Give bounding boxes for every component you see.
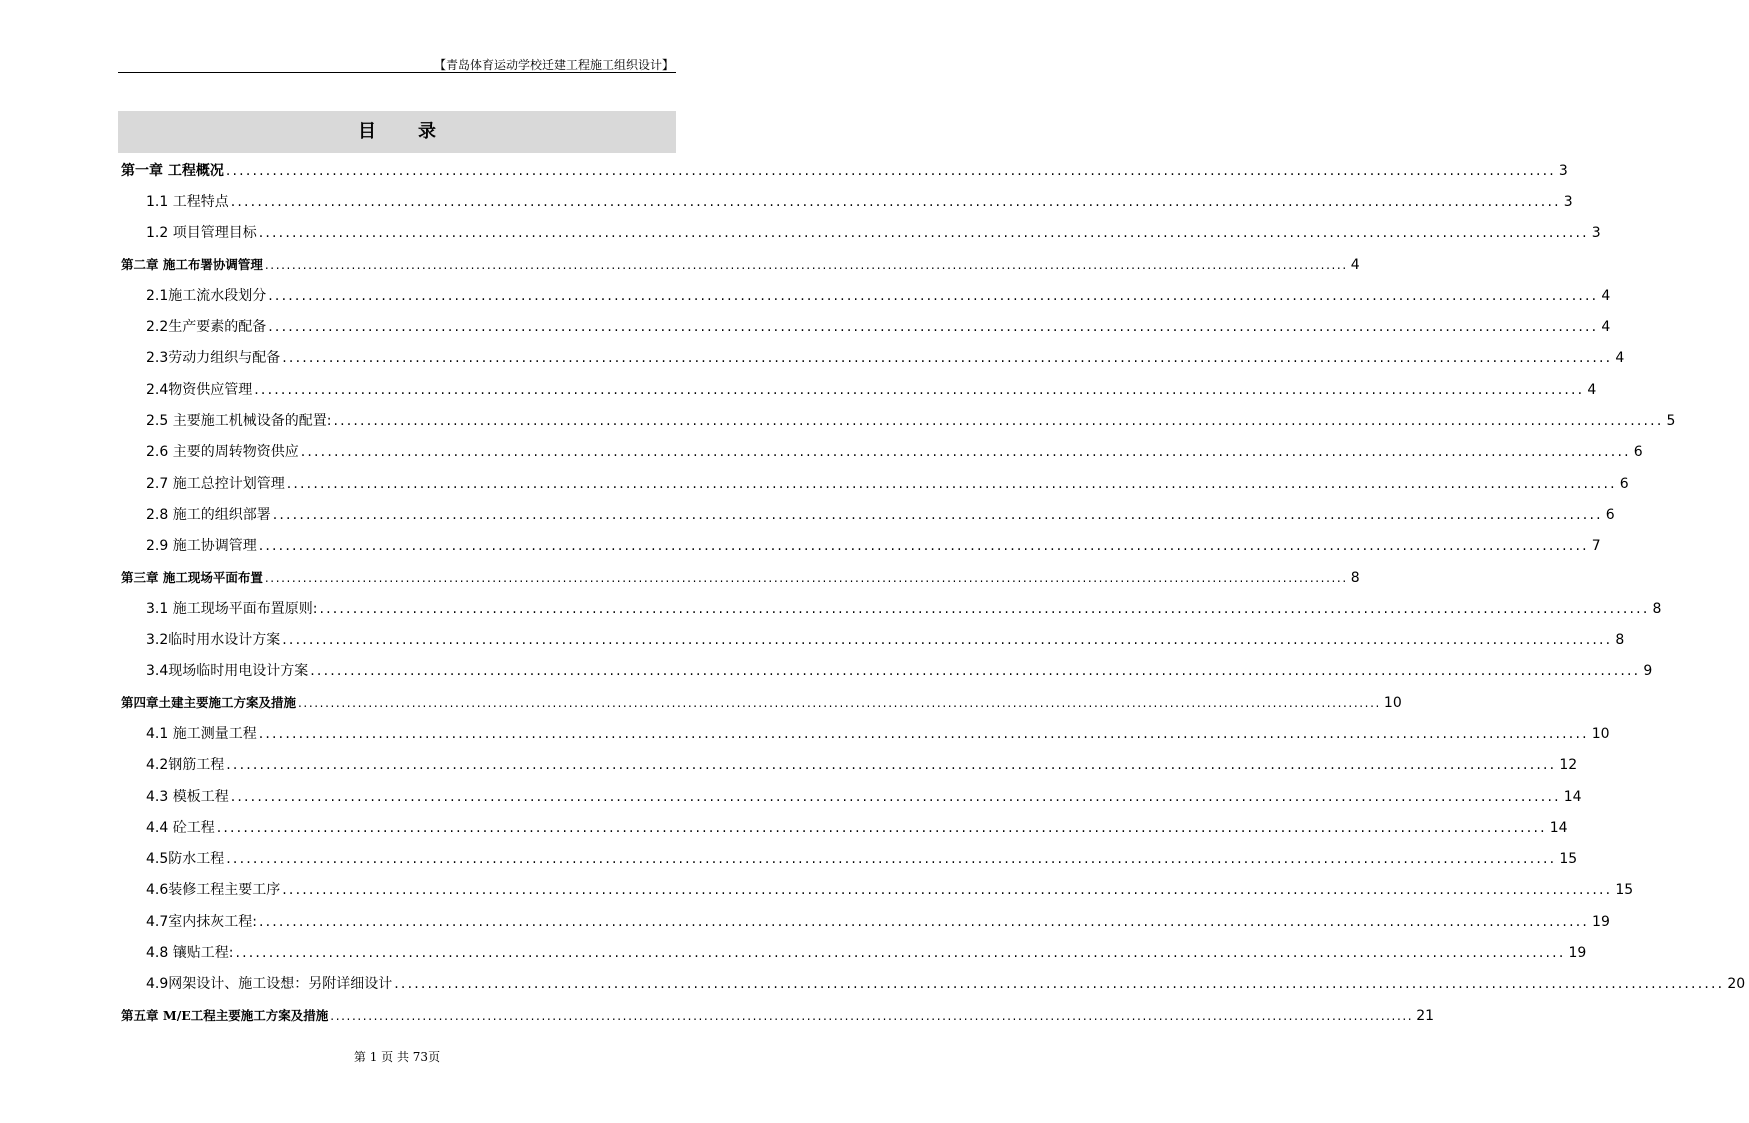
toc-entry-page: 15 — [1615, 882, 1634, 899]
toc-entry-label: 3.2临时用水设计方案 — [146, 632, 281, 649]
toc-section-entry[interactable] — [118, 405, 1676, 436]
toc-entry-label: 4.3 模板工程 — [146, 788, 229, 805]
toc-dot-leader: ........................................................................................................................................................................................................ — [286, 475, 1617, 492]
toc-chapter-entry[interactable] — [118, 687, 1402, 718]
toc-entry-page: 4 — [1601, 287, 1611, 304]
toc-section-entry[interactable] — [118, 437, 1643, 468]
toc-section-entry[interactable] — [118, 937, 1587, 968]
toc-section-entry[interactable] — [118, 499, 1615, 530]
toc-entry-page: 4 — [1615, 350, 1625, 367]
toc-entry-label: 4.7室内抹灰工程: — [146, 913, 257, 930]
toc-entry-page: 8 — [1615, 632, 1625, 649]
toc-entry-label: 2.2生产要素的配备 — [146, 319, 267, 336]
toc-dot-leader: ........................................................................................................................................................................................................ — [333, 413, 1664, 430]
toc-entry-page: 15 — [1559, 851, 1578, 868]
toc-dot-leader: ........................................................................................................................................................................................................ — [258, 225, 1589, 242]
toc-entry-label: 4.1 施工测量工程 — [146, 725, 257, 742]
toc-section-entry[interactable] — [118, 875, 1634, 906]
toc-chapter-entry[interactable] — [118, 1000, 1435, 1031]
page-footer: 第 1 页 共 73页 — [353, 1050, 441, 1064]
toc-section-entry[interactable] — [118, 311, 1611, 342]
toc-entry-page: 8 — [1652, 600, 1662, 617]
toc-entry-page: 20 — [1727, 976, 1746, 993]
toc-dot-leader: ........................................................................................................................................................................................................ — [235, 945, 1566, 962]
header-title: 【青岛体育运动学校迁建工程施工组织设计】 — [433, 58, 674, 72]
toc-section-entry[interactable] — [118, 844, 1578, 875]
toc-entry-page: 6 — [1619, 475, 1629, 492]
toc-entry-label: 2.5 主要施工机械设备的配置: — [146, 413, 332, 430]
toc-entry-label: 第一章 工程概况 — [121, 162, 224, 179]
toc-entry-page: 21 — [1416, 1007, 1435, 1024]
table-of-contents — [118, 155, 1746, 1031]
toc-dot-leader: ........................................................................................................................................................................................................ — [319, 600, 1650, 617]
toc-entry-label: 3.4现场临时用电设计方案 — [146, 663, 309, 680]
toc-section-entry[interactable] — [118, 750, 1578, 781]
toc-section-entry[interactable] — [118, 218, 1601, 249]
toc-dot-leader: ........................................................................................................................................................................................................ — [254, 381, 1585, 398]
toc-entry-label: 第五章 M/E工程主要施工方案及措施 — [121, 1007, 329, 1023]
toc-dot-leader: ........................................................................................................................................................................................................ — [264, 257, 1348, 272]
toc-dot-leader: ........................................................................................................................................................................................................ — [264, 570, 1348, 585]
toc-section-entry[interactable] — [118, 906, 1610, 937]
toc-entry-page: 3 — [1563, 193, 1573, 210]
toc-chapter-entry[interactable] — [118, 155, 1568, 186]
toc-section-entry[interactable] — [118, 656, 1653, 687]
toc-entry-page: 10 — [1383, 694, 1402, 711]
toc-dot-leader: ........................................................................................................................................................................................................ — [226, 757, 1557, 774]
toc-dot-leader: ........................................................................................................................................................................................................ — [230, 193, 1561, 210]
toc-entry-page: 19 — [1568, 945, 1587, 962]
toc-entry-label: 第二章 施工布署协调管理 — [121, 256, 263, 272]
toc-section-entry[interactable] — [118, 718, 1610, 749]
toc-entry-page: 9 — [1643, 663, 1653, 680]
toc-dot-leader: ........................................................................................................................................................................................................ — [258, 725, 1589, 742]
toc-dot-leader: ........................................................................................................................................................................................................ — [272, 506, 1603, 523]
toc-entry-label: 2.6 主要的周转物资供应 — [146, 444, 299, 461]
toc-entry-page: 4 — [1350, 256, 1360, 273]
toc-entry-page: 3 — [1558, 162, 1568, 179]
toc-dot-leader: ........................................................................................................................................................................................................ — [268, 319, 1599, 336]
toc-dot-leader: ........................................................................................................................................................................................................ — [268, 287, 1599, 304]
toc-dot-leader: ........................................................................................................................................................................................................ — [282, 882, 1613, 899]
toc-chapter-entry[interactable] — [118, 562, 1360, 593]
toc-entry-label: 2.4物资供应管理 — [146, 381, 253, 398]
toc-entry-page: 6 — [1605, 506, 1615, 523]
toc-entry-label: 4.4 砼工程 — [146, 819, 215, 836]
toc-entry-label: 3.1 施工现场平面布置原则: — [146, 600, 318, 617]
toc-section-entry[interactable] — [118, 280, 1611, 311]
toc-dot-leader: ........................................................................................................................................................................................................ — [282, 632, 1613, 649]
toc-entry-label: 4.8 镶贴工程: — [146, 945, 234, 962]
toc-dot-leader: ........................................................................................................................................................................................................ — [225, 162, 1556, 179]
toc-dot-leader: ........................................................................................................................................................................................................ — [282, 350, 1613, 367]
toc-entry-label: 4.5防水工程 — [146, 851, 225, 868]
toc-entry-label: 第四章土建主要施工方案及措施 — [121, 694, 297, 710]
toc-dot-leader: ........................................................................................................................................................................................................ — [226, 851, 1557, 868]
toc-entry-page: 7 — [1591, 538, 1601, 555]
toc-entry-label: 4.6装修工程主要工序 — [146, 882, 281, 899]
toc-dot-leader: ........................................................................................................................................................................................................ — [394, 976, 1725, 993]
toc-entry-page: 14 — [1563, 788, 1582, 805]
toc-entry-label: 2.8 施工的组织部署 — [146, 506, 271, 523]
page-header — [118, 40, 676, 73]
toc-entry-page: 4 — [1587, 381, 1597, 398]
toc-section-entry[interactable] — [118, 531, 1601, 562]
toc-entry-label: 4.2钢筋工程 — [146, 757, 225, 774]
toc-entry-label: 4.9网架设计、施工设想：另附详细设计 — [146, 976, 393, 993]
toc-section-entry[interactable] — [118, 468, 1629, 499]
toc-section-entry[interactable] — [118, 343, 1625, 374]
toc-section-entry[interactable] — [118, 781, 1582, 812]
toc-entry-page: 6 — [1633, 444, 1643, 461]
toc-section-entry[interactable] — [118, 969, 1746, 1000]
toc-title-bar — [118, 111, 676, 153]
toc-dot-leader: ........................................................................................................................................................................................................ — [300, 444, 1631, 461]
toc-entry-page: 10 — [1591, 725, 1610, 742]
toc-entry-label: 2.7 施工总控计划管理 — [146, 475, 285, 492]
toc-entry-page: 5 — [1666, 413, 1676, 430]
toc-dot-leader: ........................................................................................................................................................................................................ — [330, 1008, 1414, 1023]
toc-chapter-entry[interactable] — [118, 249, 1360, 280]
toc-entry-page: 3 — [1591, 225, 1601, 242]
toc-section-entry[interactable] — [118, 374, 1597, 405]
toc-dot-leader: ........................................................................................................................................................................................................ — [216, 819, 1547, 836]
toc-entry-page: 19 — [1592, 913, 1610, 930]
toc-title: 目录 — [358, 121, 478, 142]
toc-section-entry[interactable] — [118, 593, 1662, 624]
toc-dot-leader: ........................................................................................................................................................................................................ — [298, 695, 1381, 710]
toc-entry-page: 8 — [1350, 569, 1360, 586]
toc-entry-label: 2.9 施工协调管理 — [146, 538, 257, 555]
toc-section-entry[interactable] — [118, 186, 1573, 217]
toc-dot-leader: ........................................................................................................................................................................................................ — [258, 913, 1590, 930]
toc-entry-page: 4 — [1601, 319, 1611, 336]
toc-dot-leader: ........................................................................................................................................................................................................ — [258, 538, 1589, 555]
toc-dot-leader: ........................................................................................................................................................................................................ — [230, 788, 1561, 805]
toc-section-entry[interactable] — [118, 624, 1625, 655]
toc-entry-label: 第三章 施工现场平面布置 — [121, 569, 263, 585]
toc-entry-label: 2.3劳动力组织与配备 — [146, 350, 281, 367]
toc-entry-label: 1.2 项目管理目标 — [146, 225, 257, 242]
toc-entry-label: 1.1 工程特点 — [146, 193, 229, 210]
toc-entry-page: 12 — [1559, 757, 1578, 774]
toc-section-entry[interactable] — [118, 812, 1568, 843]
toc-entry-label: 2.1施工流水段划分 — [146, 287, 267, 304]
toc-dot-leader: ........................................................................................................................................................................................................ — [310, 663, 1641, 680]
toc-entry-page: 14 — [1549, 819, 1568, 836]
